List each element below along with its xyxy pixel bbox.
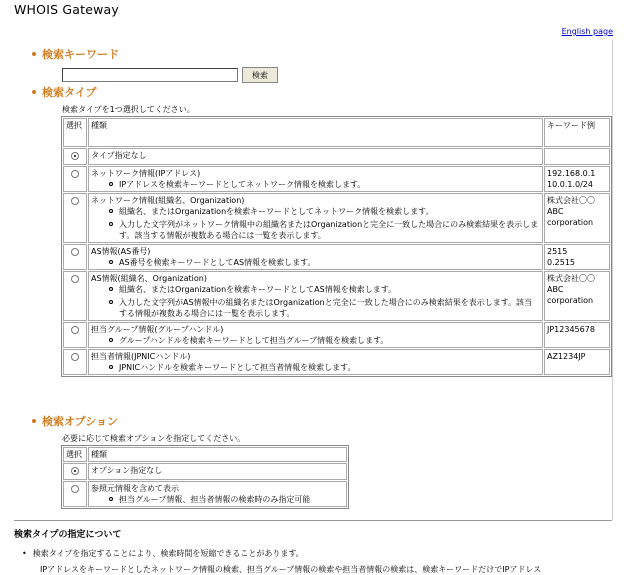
type-title: [88, 244, 543, 270]
example-text: 株式会社〇〇: [547, 274, 595, 283]
type-example: [544, 244, 610, 270]
type-row-5: [63, 322, 610, 348]
type-instruction: 検索タイプを1つ選択してください。: [62, 105, 195, 114]
option-table-header: [63, 447, 347, 462]
option-radio-none[interactable]: [71, 467, 79, 475]
bullet-icon: [32, 90, 36, 94]
type-row-0: [63, 148, 610, 165]
type-radio-network-ip[interactable]: [71, 170, 79, 178]
radio-cell: [63, 349, 87, 375]
type-radio-network-org[interactable]: [71, 197, 79, 205]
type-title: [88, 322, 543, 348]
type-title: [88, 271, 543, 321]
example-text: JP12345678: [547, 325, 595, 334]
type-row-2: [63, 193, 610, 243]
option-title-text: 参照元情報を含めて表示: [91, 484, 179, 493]
type-title-text: AS情報(組織名、Organization): [91, 274, 207, 283]
section-heading-option: [32, 413, 118, 429]
header-kind: 種類: [88, 447, 347, 462]
bullet-icon: [32, 52, 36, 56]
radio-cell: [63, 322, 87, 348]
type-desc: グループハンドルを検索キーワードとして担当グループ情報を検索します。: [91, 335, 540, 346]
type-title: [88, 193, 543, 243]
type-radio-group-handle[interactable]: [71, 326, 79, 334]
type-title-text: AS情報(AS番号): [91, 247, 151, 256]
radio-cell: [63, 244, 87, 270]
type-radio-jpnic-handle[interactable]: [71, 353, 79, 361]
type-example: [544, 193, 610, 243]
type-table: [61, 116, 612, 377]
radio-cell: [63, 148, 87, 165]
example-text: ABC: [547, 207, 564, 216]
type-title-text: 担当グループ情報(グループハンドル): [91, 325, 224, 334]
section-heading-type: [32, 84, 96, 100]
type-desc: AS番号を検索キーワードとしてAS情報を検索します。: [91, 257, 540, 268]
section-heading-label: 検索タイプ: [42, 86, 97, 99]
page-title: WHOIS Gateway: [14, 2, 120, 17]
option-instruction: 必要に応じて検索オプションを指定してください。: [62, 434, 246, 443]
example-text: 0.2515: [547, 258, 575, 267]
type-row-1: [63, 166, 610, 192]
type-example: [544, 322, 610, 348]
option-radio-include-source[interactable]: [71, 485, 79, 493]
type-title-text: 担当者情報(JPNICハンドル): [91, 352, 191, 361]
type-example: [544, 349, 610, 375]
type-radio-as-org[interactable]: [71, 275, 79, 283]
header-select: 選択: [63, 447, 87, 462]
example-text: corporation: [547, 296, 594, 305]
section-divider: [14, 520, 612, 521]
section-heading-label: 検索オプション: [42, 415, 119, 428]
type-desc: 入力した文字列がAS情報中の組織名またはOrganizationと完全に一致した場合にのみ検索結果を表示します。該当する情報が複数ある場合には一覧を表示します。: [91, 297, 540, 319]
example-text: 192.168.0.1: [547, 169, 596, 178]
example-text: 10.0.1.0/24: [547, 180, 593, 189]
example-text: 2515: [547, 247, 568, 256]
type-example: [544, 271, 610, 321]
example-text: AZ1234JP: [547, 352, 586, 361]
type-example: [544, 166, 610, 192]
section-heading-label: 検索キーワード: [42, 48, 119, 61]
section-heading-keyword: [32, 46, 119, 62]
header-select: 選択: [63, 118, 87, 147]
radio-cell: [63, 166, 87, 192]
about-title: 検索タイプの指定について: [14, 530, 122, 540]
english-page-link[interactable]: English page: [561, 27, 613, 36]
radio-cell: [63, 463, 87, 480]
header-kind: 種類: [88, 118, 543, 147]
example-text: ABC: [547, 285, 564, 294]
radio-cell: [63, 193, 87, 243]
option-table: [61, 445, 349, 509]
type-table-header: [63, 118, 610, 147]
type-title: [88, 349, 543, 375]
option-desc: 担当グループ情報、担当者情報の検索時のみ指定可能: [91, 494, 344, 505]
type-example: [544, 148, 610, 165]
right-edge-line: [612, 40, 613, 520]
radio-cell: [63, 481, 87, 507]
type-radio-none[interactable]: [71, 152, 79, 160]
type-desc: IPアドレスを検索キーワードとしてネットワーク情報を検索します。: [91, 179, 540, 190]
type-desc: 組織名、またはOrganizationを検索キーワードとしてAS情報を検索します。: [91, 284, 540, 295]
type-title-text: ネットワーク情報(IPアドレス): [91, 169, 201, 178]
type-title: [88, 148, 543, 165]
type-row-6: [63, 349, 610, 375]
type-row-4: [63, 271, 610, 321]
about-item: • 検索タイプを指定することにより、検索時間を短縮できることがあります。: [22, 548, 304, 559]
example-text: 株式会社〇〇: [547, 196, 595, 205]
search-button[interactable]: 検索: [242, 67, 278, 83]
type-desc: JPNICハンドルを検索キーワードとして担当者情報を検索します。: [91, 362, 540, 373]
type-row-3: [63, 244, 610, 270]
type-radio-as-number[interactable]: [71, 248, 79, 256]
bullet-icon: [32, 419, 36, 423]
type-title: [88, 166, 543, 192]
option-row-0: [63, 463, 347, 480]
option-title: [88, 481, 347, 507]
example-text: corporation: [547, 218, 594, 227]
option-title: [88, 463, 347, 480]
option-row-1: [63, 481, 347, 507]
type-title-text: タイプ指定なし: [91, 151, 147, 160]
type-desc: 組織名、またはOrganizationを検索キーワードとしてネットワーク情報を検索します。: [91, 206, 540, 217]
type-title-text: ネットワーク情報(組織名、Organization): [91, 196, 245, 205]
about-cut-line: IPアドレスをキーワードとしたネットワーク情報の検索、担当グループ情報の検索や担当者情報の検索は、検索キーワードだけでIPアドレス: [40, 565, 542, 574]
header-example: キーワード例: [544, 118, 610, 147]
radio-cell: [63, 271, 87, 321]
search-input[interactable]: [62, 68, 238, 82]
type-desc: 入力した文字列がネットワーク情報中の組織名またはOrganizationと完全に一致した場合にのみ検索結果を表示します。該当する情報が複数ある場合には一覧を表示します。: [91, 219, 540, 241]
option-title-text: オプション指定なし: [91, 466, 163, 475]
